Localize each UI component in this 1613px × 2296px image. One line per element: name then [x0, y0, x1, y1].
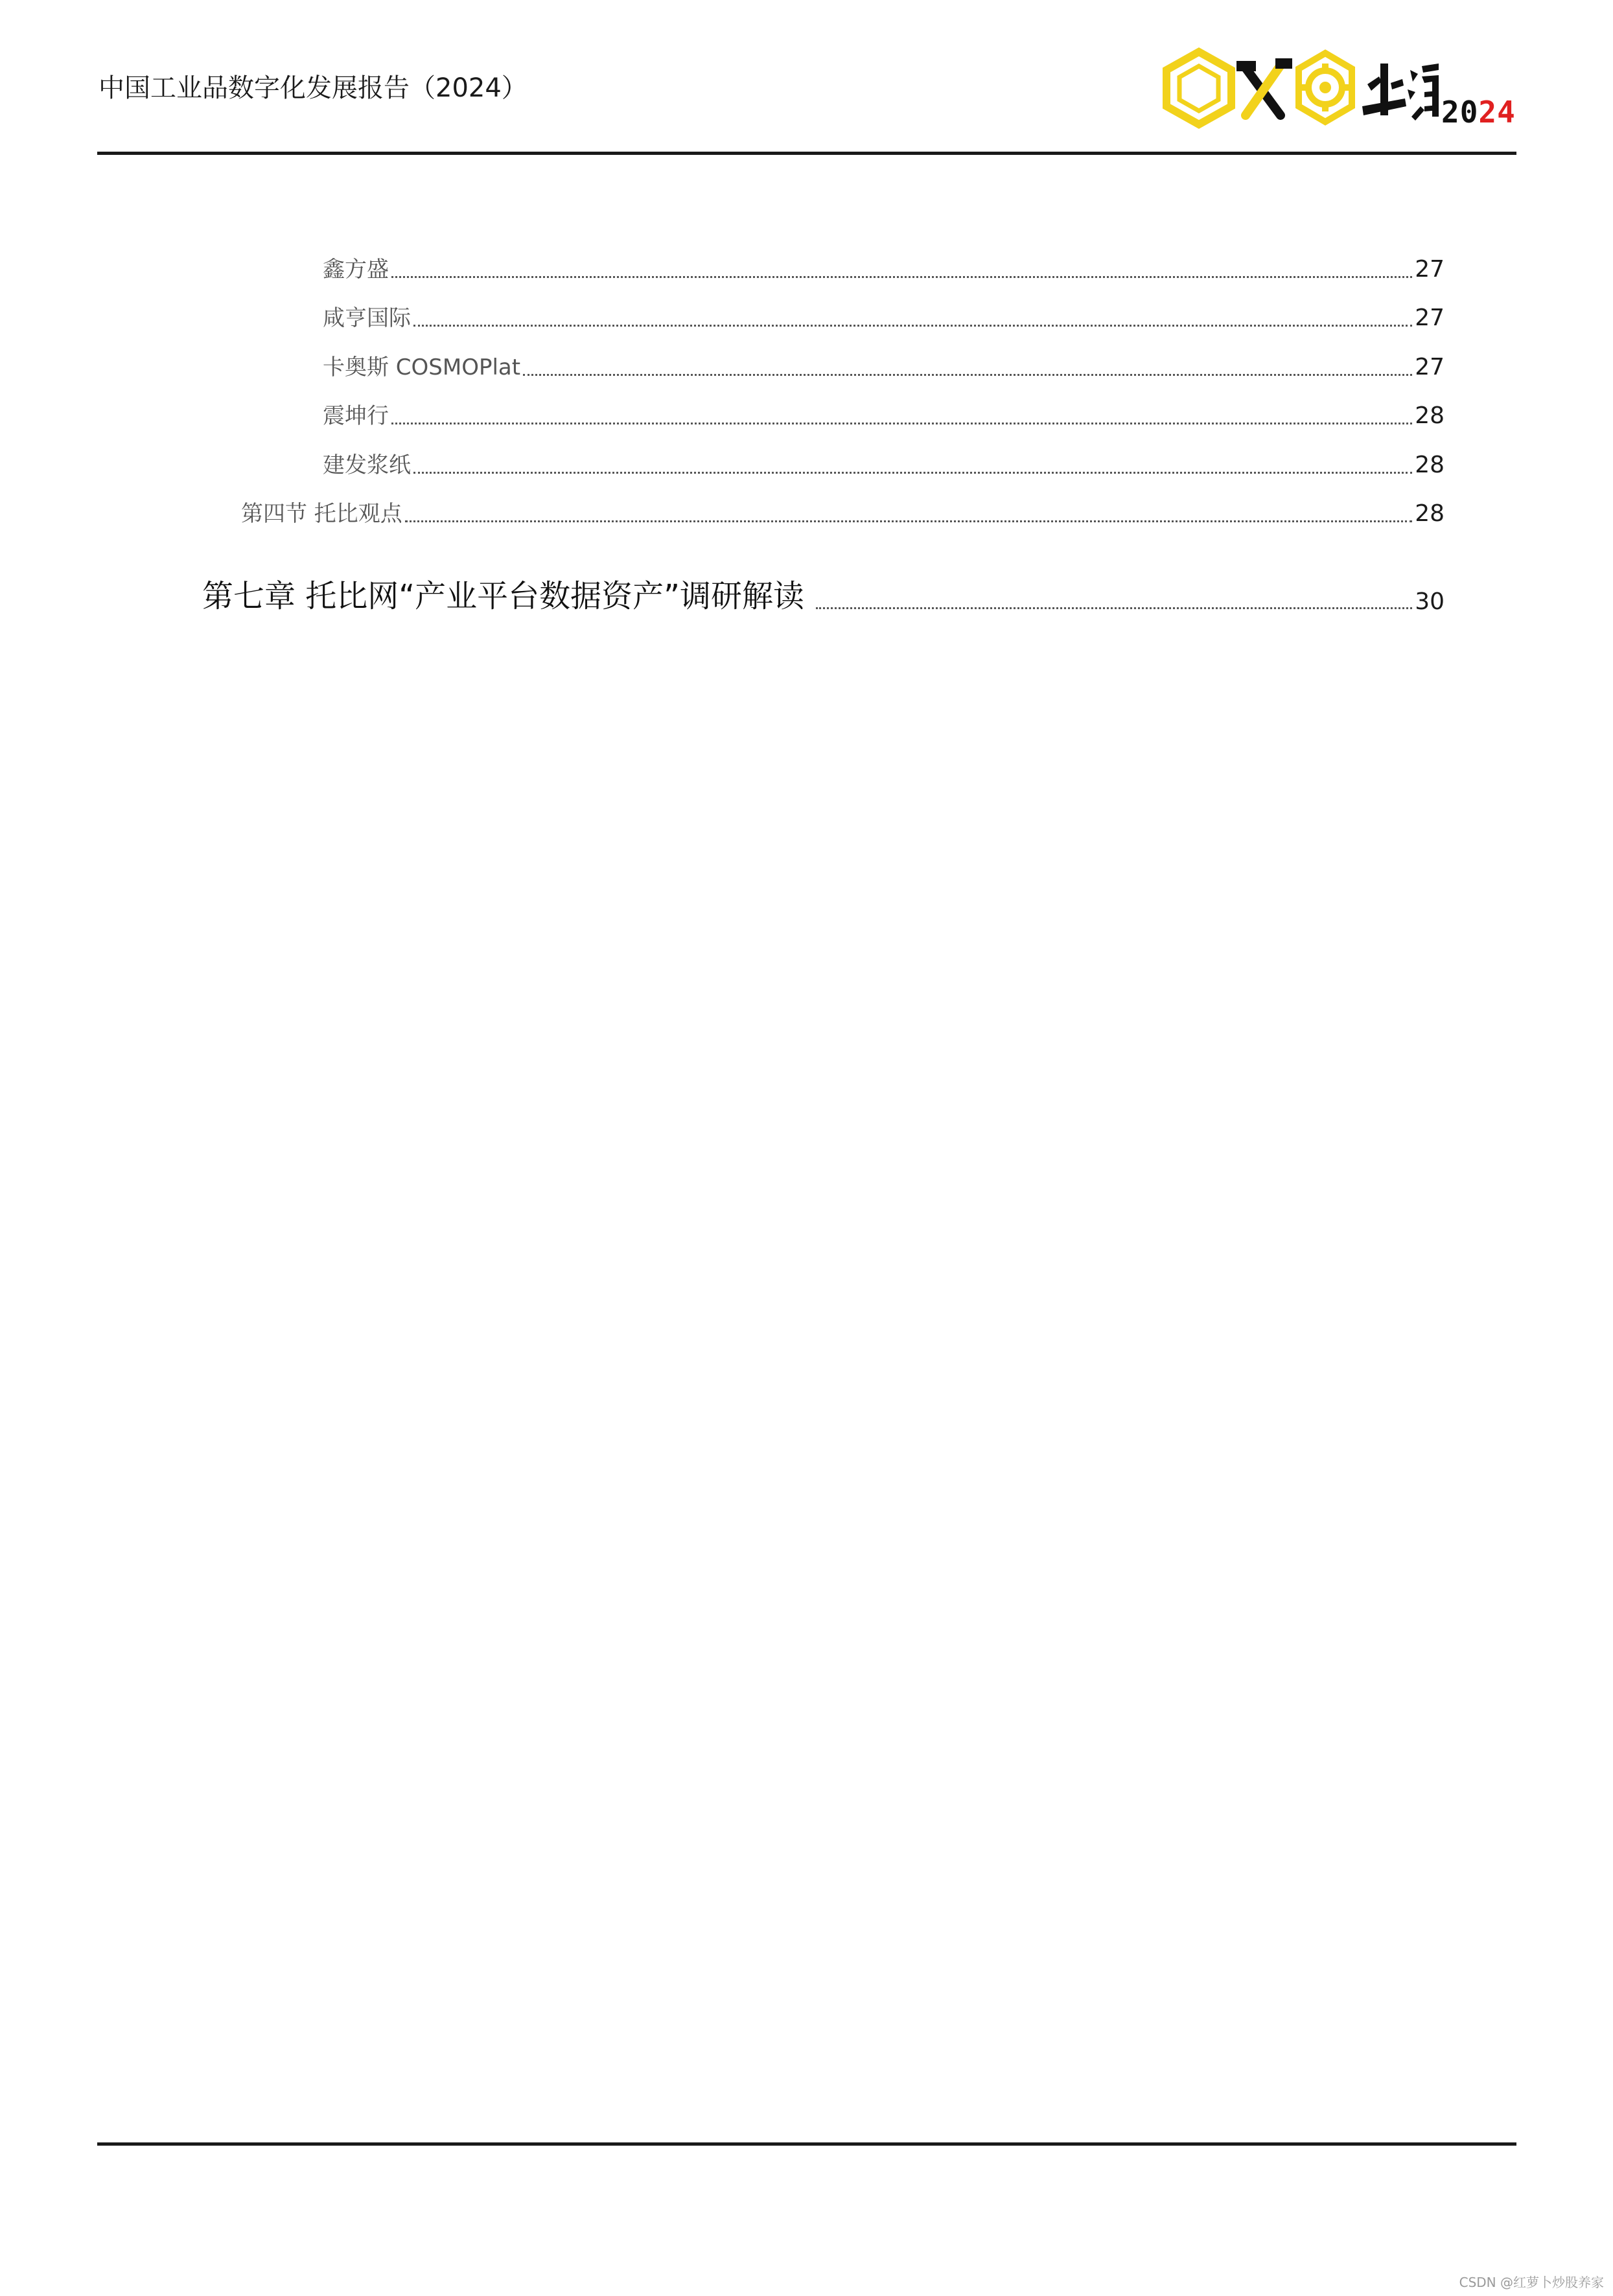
page-header — [0, 0, 1613, 156]
toc-page-number: 28 — [1415, 452, 1445, 478]
logo-year — [1441, 95, 1516, 130]
dot-leader — [391, 423, 1412, 424]
toc-entry-label: 鑫方盛 — [323, 257, 389, 283]
toc-page-number: 30 — [1415, 588, 1445, 615]
tools-icon — [1236, 58, 1292, 115]
toc-entry-chapter-7[interactable] — [202, 575, 1445, 617]
hexagon-icon — [1166, 52, 1231, 124]
footer-divider — [97, 2142, 1516, 2146]
toc-page-number: 28 — [1415, 500, 1445, 527]
toc-entry-xinfangsheng[interactable] — [323, 255, 1445, 284]
toc-page-number: 28 — [1415, 402, 1445, 429]
dot-leader — [816, 607, 1412, 609]
toc-entry-cosmoplat[interactable] — [323, 353, 1445, 382]
toc-page-number: 27 — [1415, 256, 1445, 283]
logo-year-red: 24 — [1478, 95, 1516, 130]
report-title: 中国工业品数字化发展报告（2024） — [99, 73, 528, 103]
toc-entry-section-4[interactable] — [241, 499, 1445, 529]
dot-leader — [391, 276, 1412, 278]
dot-leader — [523, 374, 1412, 376]
toc-page-number: 27 — [1415, 354, 1445, 380]
dot-leader — [413, 325, 1412, 327]
brand-logo — [1154, 44, 1529, 141]
dot-leader — [413, 472, 1412, 474]
watermark: CSDN @红萝卜炒股养家 — [1459, 2275, 1604, 2290]
toc-entry-label: 第七章 托比网“产业平台数据资产”调研解读 — [202, 578, 804, 614]
gear-icon — [1299, 53, 1352, 122]
toc-entry-label: 卡奥斯 COSMOPlat — [323, 354, 521, 380]
header-divider — [97, 152, 1516, 155]
toc-entry-label: 咸亨国际 — [323, 305, 411, 331]
logo-graphic — [1154, 44, 1439, 141]
dot-leader — [405, 520, 1412, 522]
toc-entry-jianfa[interactable] — [323, 450, 1445, 480]
logo-year-black: 20 — [1441, 95, 1479, 130]
toc-entry-label: 震坤行 — [323, 403, 389, 429]
toc-entry-xianheng[interactable] — [323, 303, 1445, 333]
calligraphy-mark — [1362, 64, 1439, 121]
toc-entry-label: 建发浆纸 — [323, 452, 411, 478]
toc-page-number: 27 — [1415, 305, 1445, 331]
toc-entry-label: 第四节 托比观点 — [241, 501, 402, 527]
toc-entry-zkh[interactable] — [323, 401, 1445, 431]
